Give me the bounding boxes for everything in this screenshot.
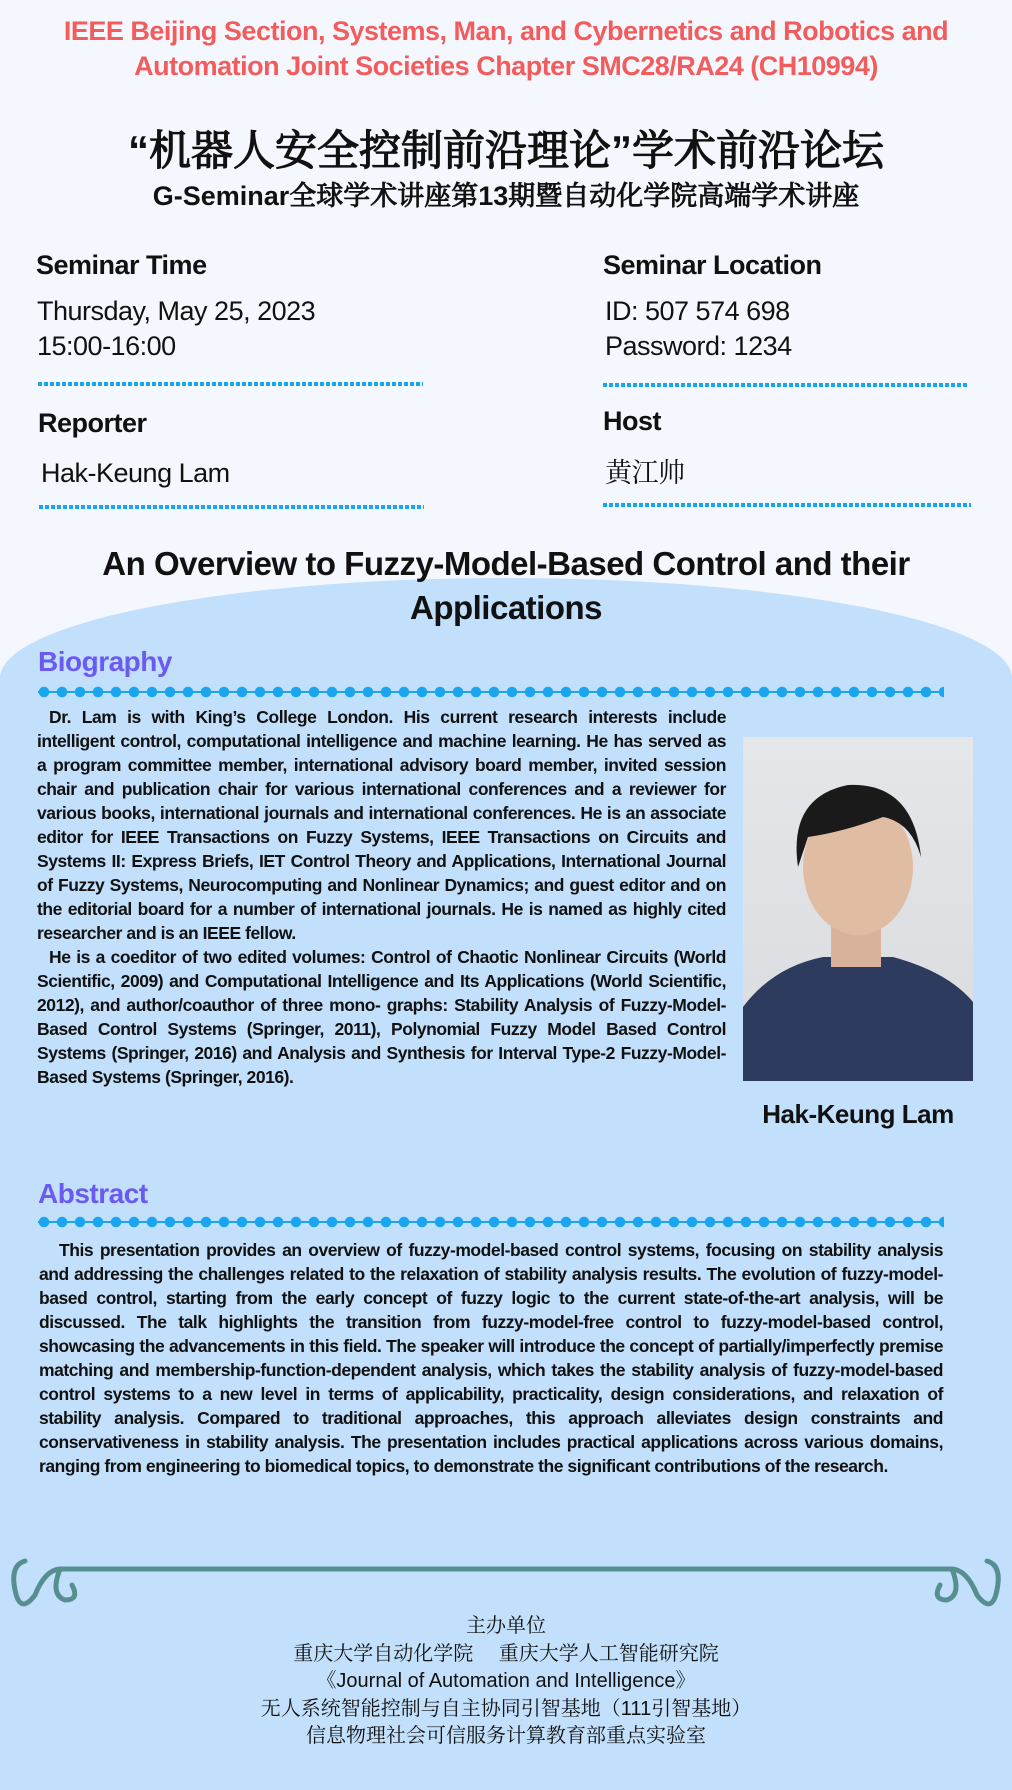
seminar-location-label: Seminar Location bbox=[603, 250, 822, 280]
biography-text bbox=[37, 705, 726, 1089]
seminar-time: 15:00-16:00 bbox=[37, 331, 176, 361]
host-label: Host bbox=[603, 406, 661, 436]
organizers bbox=[0, 1613, 1012, 1751]
divider bbox=[603, 503, 971, 507]
speaker-photo bbox=[743, 737, 973, 1081]
organizer-header bbox=[0, 14, 1012, 84]
reporter-label: Reporter bbox=[38, 408, 147, 438]
seminar-date: Thursday, May 25, 2023 bbox=[37, 296, 316, 326]
organizer-line: 重庆大学自动化学院 重庆大学人工智能研究院 bbox=[293, 1642, 719, 1665]
ornament-divider bbox=[10, 1555, 1002, 1615]
abstract-text bbox=[39, 1238, 943, 1478]
organizers-heading: 主办单位 bbox=[466, 1615, 546, 1637]
biography-heading: Biography bbox=[38, 646, 172, 677]
host-name: 黄江帅 bbox=[605, 458, 685, 488]
organizer-line: 无人系统智能控制与自主协同引智基地（111引智基地） bbox=[260, 1697, 752, 1720]
seminar-time-label: Seminar Time bbox=[36, 250, 207, 280]
divider bbox=[38, 382, 423, 386]
meeting-password: Password: 1234 bbox=[605, 331, 792, 361]
forum-subtitle: G-Seminar全球学术讲座第13期暨自动化学院高端学术讲座 bbox=[152, 181, 860, 211]
talk-title: An Overview to Fuzzy-Model-Based Control and their Applications bbox=[102, 545, 910, 626]
organizer-line: 《Journal of Automation and Intelligence》 bbox=[316, 1670, 696, 1692]
org-line-1: IEEE Beijing Section, Systems, Man, and Cybernetics and Robotics and bbox=[63, 16, 949, 46]
biography-paragraph: He is a coeditor of two edited volumes: Control of Chaotic Nonlinear Circuits (World Scientific, 2009) and Computational Intelligence and Its Applications (World Scientific, 2012), and author/coauthor of three mono- graphs: Stability Analysis of Fuzzy-Model-Based Control Systems (Springer, 2011), Polynomial Fuzzy Model Based Control Systems (Springer, 2016) and Analysis and Synthesis for Interval Type-2 Fuzzy-Model-Based Systems (Springer, 2016). bbox=[37, 947, 726, 1087]
divider bbox=[39, 505, 424, 509]
biography-paragraph: Dr. Lam is with King’s College London. His current research interests include intelligent control, computational intelligence and machine learning. He has served as a program committee member, international advisory board member, invited session chair and publication chair for various international conferences and a reviewer for various books, international journals and international conferences. He is an associate editor for IEEE Transactions on Fuzzy Systems, IEEE Transactions on Circuits and Systems II: Express Briefs, IET Control Theory and Applications, International Journal of Fuzzy Systems, Neurocomputing and Nonlinear Dynamics; and guest editor and on the editorial board for a number of international journals. He is named as highly cited researcher and is an IEEE fellow. bbox=[37, 707, 726, 943]
reporter-name: Hak-Keung Lam bbox=[41, 458, 230, 488]
bead-divider bbox=[38, 1216, 944, 1228]
organizer-line: 信息物理社会可信服务计算教育部重点实验室 bbox=[306, 1725, 706, 1747]
divider bbox=[603, 383, 968, 387]
bead-divider bbox=[38, 686, 944, 698]
meeting-id: ID: 507 574 698 bbox=[605, 296, 790, 326]
abstract-paragraph: This presentation provides an overview of fuzzy-model-based control systems, focusing on stability analysis and addressing the challenges related to the relaxation of stability analysis results. The evolution of fuzzy-model-based control, starting from the early concept of fuzzy logic to the current state-of-the-art analysis, will be discussed. The talk highlights the transition from fuzzy-model-free control to fuzzy-model-based control, showcasing the advancements in this field. The speaker will introduce the concept of partially/imperfectly premise matching and membership-function-dependent analysis, which takes the stability analysis of fuzzy-model-based control systems to a new level in terms of applicability, practicality, design considerations, and relaxation of stability analysis. Compared to traditional approaches, this approach alleviates design constraints and conservativeness in stability analysis. The presentation includes practical applications across various domains, ranging from engineering to biomedical topics, to demonstrate the significant contributions of the research. bbox=[39, 1240, 943, 1476]
forum-title: “机器人安全控制前沿理论”学术前沿论坛 bbox=[127, 127, 884, 174]
photo-caption: Hak-Keung Lam bbox=[762, 1099, 954, 1129]
abstract-heading: Abstract bbox=[38, 1178, 148, 1209]
org-line-2: Automation Joint Societies Chapter SMC28/RA24 (CH10994) bbox=[134, 51, 878, 81]
